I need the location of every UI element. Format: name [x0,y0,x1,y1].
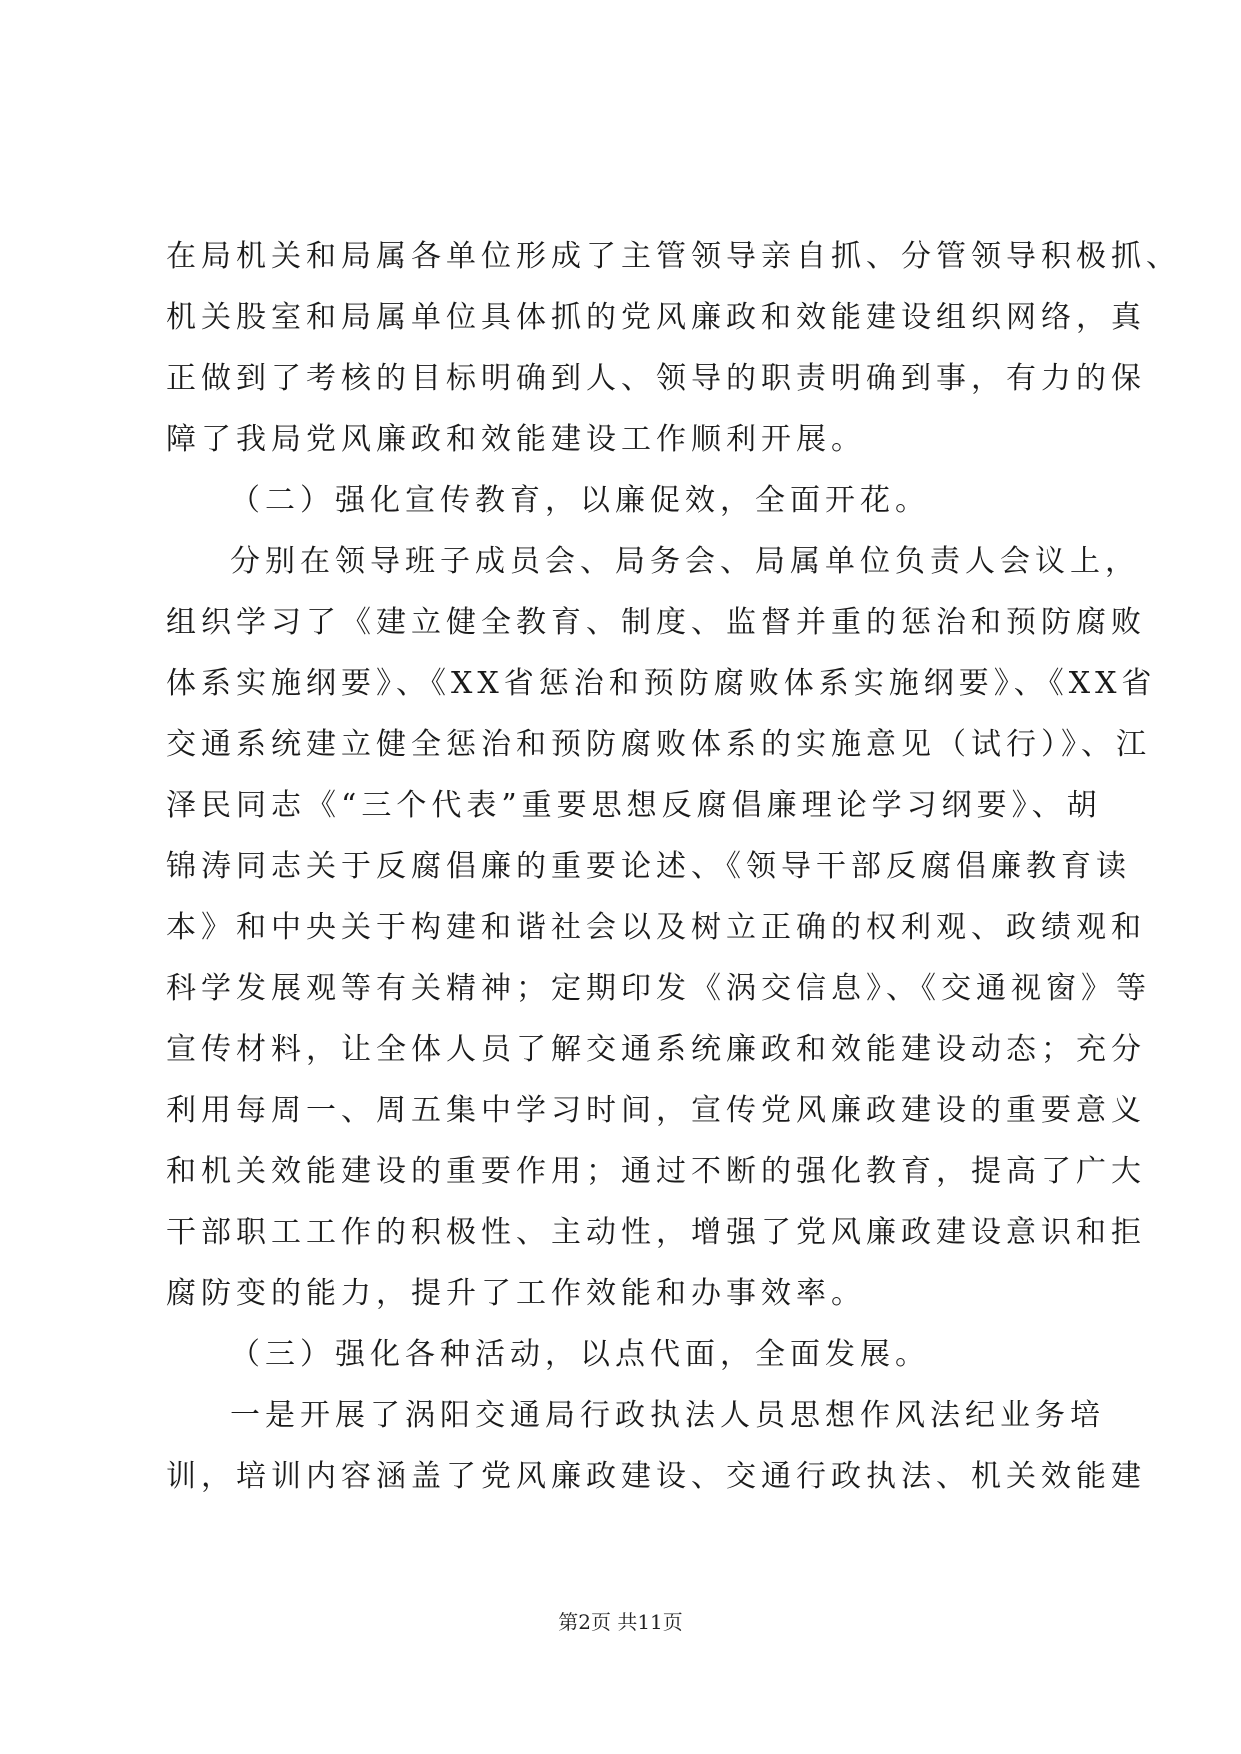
text-line: 正做到了考核的目标明确到人、领导的职责明确到事，有力的保 [166,361,1146,396]
text-line: 干部职工工作的积极性、主动性，增强了党风廉政建设意识和拒 [166,1215,1146,1250]
text-line: 体系实施纲要》、《XX省惩治和预防腐败体系实施纲要》、《XX省 [166,666,1157,701]
text-line: 一是开展了涡阳交通局行政执法人员思想作风法纪业务培 [230,1398,1105,1433]
text-line: 分别在领导班子成员会、局务会、局属单位负责人会议上， [230,544,1140,579]
text-line: 交通系统建立健全惩治和预防腐败体系的实施意见（试行）》、江 [166,727,1151,762]
text-line: 组织学习了《建立健全教育、制度、监督并重的惩治和预防腐败 [166,605,1146,640]
text-line: 在局机关和局属各单位形成了主管领导亲自抓、分管领导积极抓、 [166,239,1181,274]
text-line: 和机关效能建设的重要作用；通过不断的强化教育，提高了广大 [166,1154,1146,1189]
text-line: 障了我局党风廉政和效能建设工作顺利开展。 [166,422,866,457]
text-line: 利用每周一、周五集中学习时间，宣传党风廉政建设的重要意义 [166,1093,1146,1128]
text-line: 机关股室和局属单位具体抓的党风廉政和效能建设组织网络，真 [166,300,1146,335]
text-line: 泽民同志《“三个代表”重要思想反腐倡廉理论学习纲要》、胡 [166,788,1102,823]
text-line: 宣传材料，让全体人员了解交通系统廉政和效能建设动态；充分 [166,1032,1146,1067]
document-body [166,226,1181,1507]
text-line: 本》和中央关于构建和谐社会以及树立正确的权利观、政绩观和 [166,910,1146,945]
text-line: 腐防变的能力，提升了工作效能和办事效率。 [166,1276,866,1311]
section-heading: （二）强化宣传教育，以廉促效，全面开花。 [230,483,930,518]
page-number-footer: 第2页 共11页 [558,1610,683,1634]
text-line: 科学发展观等有关精神；定期印发《涡交信息》、《交通视窗》等 [166,971,1151,1006]
text-line: 训，培训内容涵盖了党风廉政建设、交通行政执法、机关效能建 [166,1459,1146,1494]
section-heading: （三）强化各种活动，以点代面，全面发展。 [230,1337,930,1372]
text-line: 锦涛同志关于反腐倡廉的重要论述、《领导干部反腐倡廉教育读 [166,849,1131,884]
